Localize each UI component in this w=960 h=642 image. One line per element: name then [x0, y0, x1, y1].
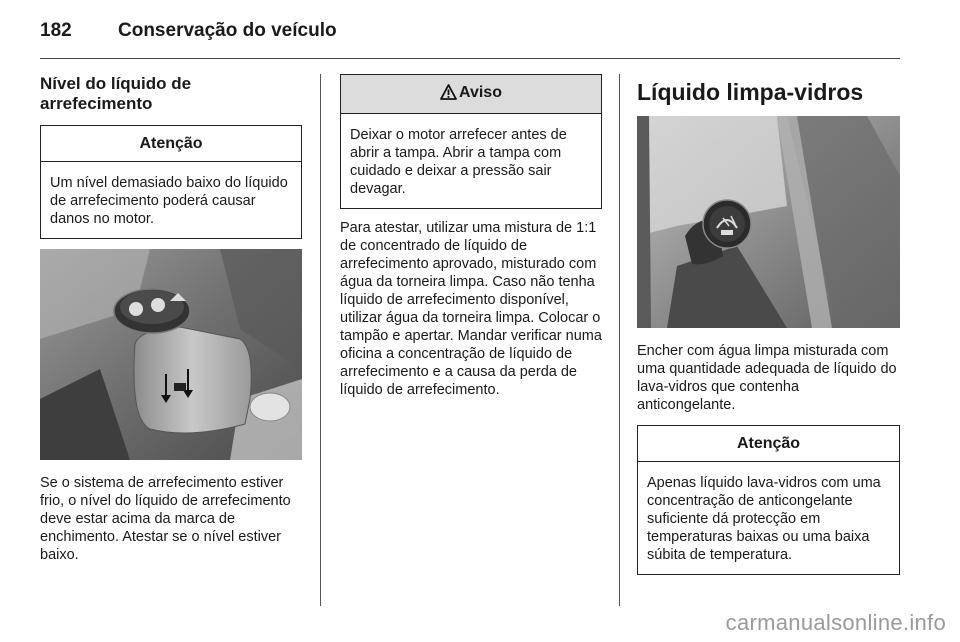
warning-header: [341, 75, 601, 114]
watermark: carmanualsonline.info: [725, 610, 946, 635]
warning-title: Aviso: [459, 84, 502, 101]
warning-box: [340, 74, 602, 209]
caution-title: Atenção: [41, 126, 301, 162]
section-heading-washer: Líquido limpa-vidros: [637, 79, 864, 105]
caution-title-washer: Atenção: [638, 426, 899, 462]
column-coolant-refill: [340, 74, 602, 399]
header-divider: [40, 58, 900, 59]
washer-instructions: Encher com água limpa misturada com uma quantidade adequada de líquido do lava-vidros que contenha anticongelante.: [637, 343, 897, 413]
column-divider-1: [320, 74, 321, 606]
section-heading-coolant: Nível do líquido de arrefecimento: [40, 74, 192, 113]
caution-body-washer: Apenas líquido lava-vidros com uma concentração de anticongelante suficiente dá protecção em temperaturas baixas ou uma baixa súbita de temperatura.: [647, 475, 881, 563]
page-title: Conservação do veículo: [118, 20, 337, 41]
washer-reservoir-photo: [637, 116, 900, 328]
page-number: 182: [40, 20, 72, 41]
column-divider-2: [619, 74, 620, 606]
caution-body: Um nível demasiado baixo do líquido de arrefecimento poderá causar danos no motor.: [50, 175, 288, 227]
caution-box-coolant: [40, 125, 302, 239]
warning-triangle-icon: [440, 84, 457, 105]
coolant-reservoir-photo: [40, 249, 302, 460]
coolant-instructions: Se o sistema de arrefecimento estiver frio, o nível do líquido de arrefecimento deve estar acima da marca de enchimento. Atestar se o nível estiver baixo.: [40, 475, 291, 563]
column-washer-fluid: [637, 74, 900, 575]
caution-box-washer: [637, 425, 900, 575]
warning-body: Deixar o motor arrefecer antes de abrir a tampa. Abrir a tampa com cuidado e deixar a pressão sair devagar.: [350, 127, 567, 197]
column-coolant-level: [40, 74, 302, 564]
refill-instructions: Para atestar, utilizar uma mistura de 1:1 de concentrado de líquido de arrefecimento aprovado, misturado com água da torneira limpa. Caso não tenha líquido de arrefecimento disponível, utilizar água da torneira limpa. Colocar o tampão e apertar. Mandar verificar numa oficina a concentração de líquido de arrefecimento e a causa da perda de líquido de arrefecimento.: [340, 220, 602, 398]
